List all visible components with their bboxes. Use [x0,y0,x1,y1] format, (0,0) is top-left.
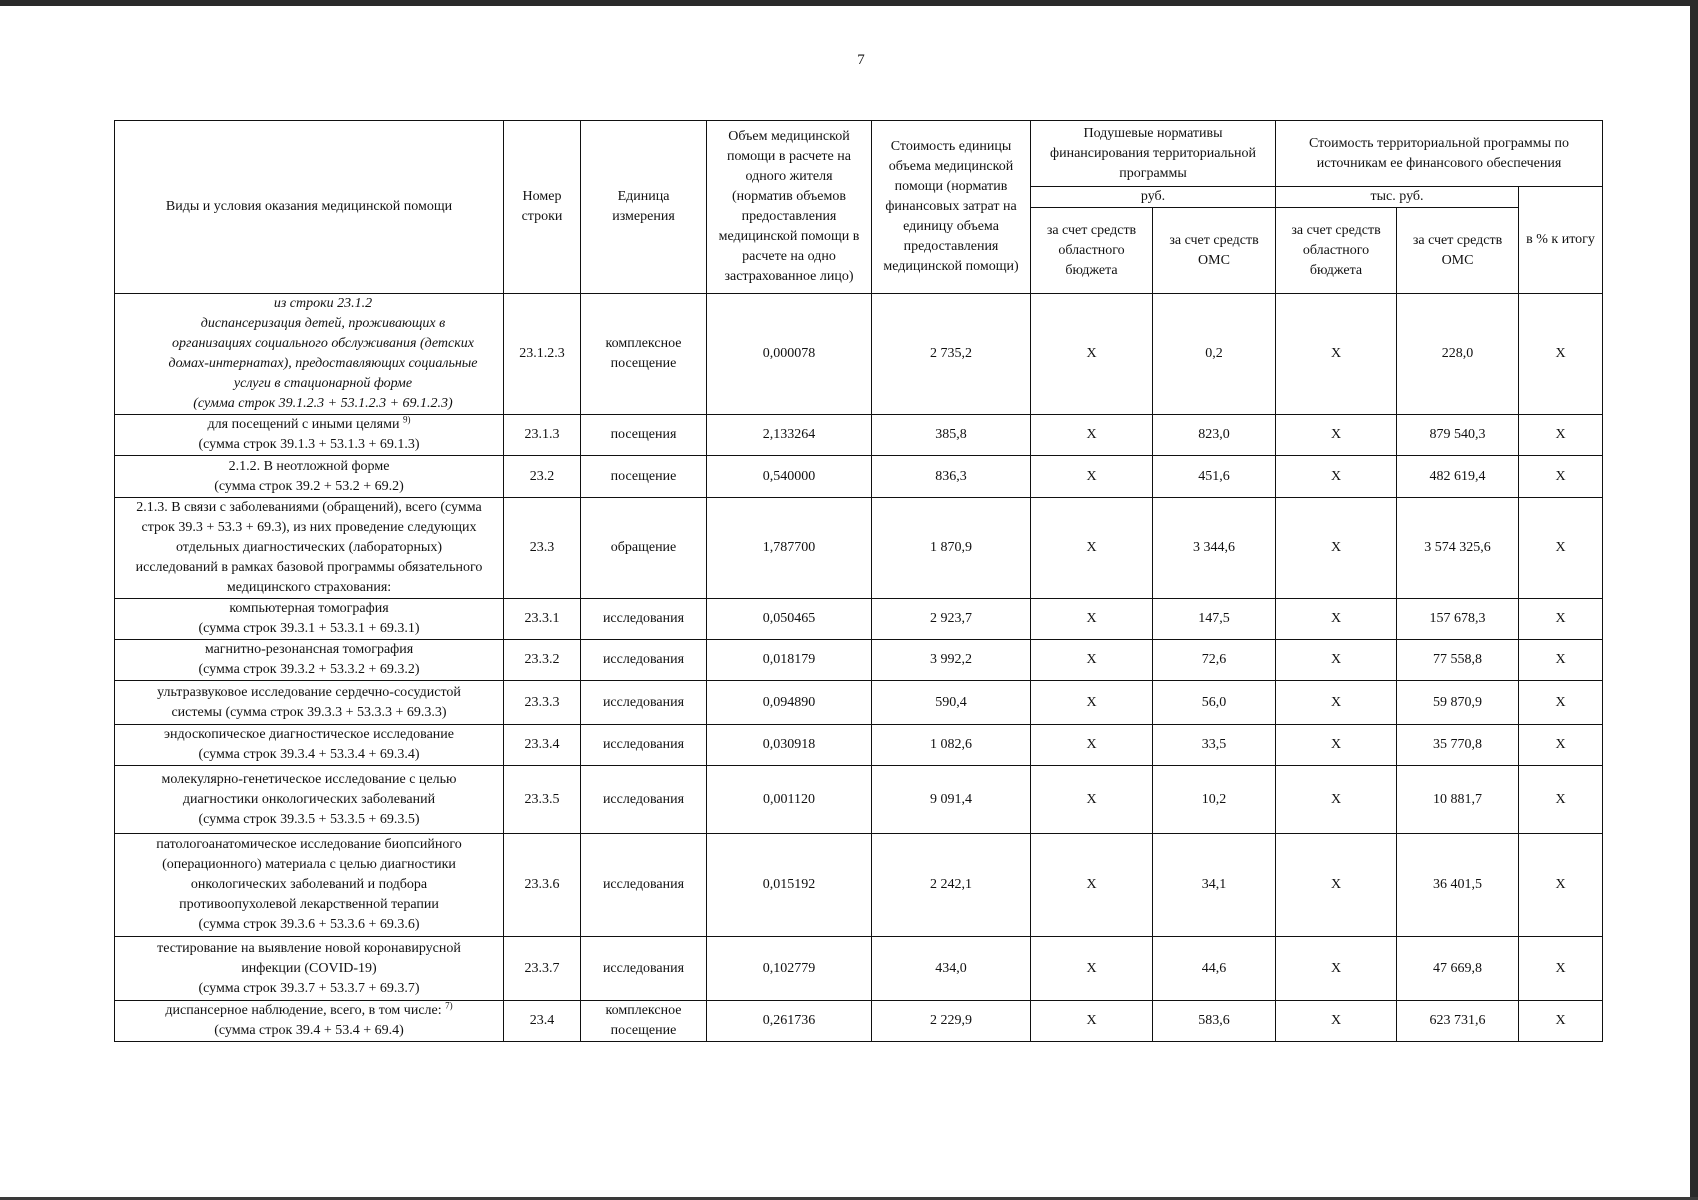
description-line [117,619,501,639]
row-number: 23.1.2.3 [504,294,581,415]
financing-table [114,120,1603,1042]
table-row [115,725,1603,766]
text-line: финансовых затрат на [885,199,1017,214]
row-pc-oms: 0,2 [1153,294,1276,415]
row-pc-oms: 823,0 [1153,415,1276,456]
row-percent: Х [1519,766,1603,834]
text-line: обращение [610,540,677,555]
description-line [145,294,501,314]
row-unit [581,599,707,640]
description-line [117,810,501,830]
description-text: (сумма строк 39.4 + 53.4 + 69.4) [214,1023,404,1038]
row-volume: 0,094890 [707,681,872,725]
description-text: (сумма строк 39.3.5 + 53.3.5 + 69.3.5) [198,811,420,827]
row-pc-oms: 3 344,6 [1153,498,1276,599]
row-pc-oms: 33,5 [1153,725,1276,766]
header-rub: руб. [1031,187,1276,208]
row-tp-oms: 59 870,9 [1397,681,1519,725]
text-line: расчете на одно [742,249,836,264]
text-line: Стоимость территориальной программы по [1309,135,1570,151]
header-thousand-rub: тыс. руб. [1276,187,1519,208]
table-row [115,1001,1603,1042]
row-pc-regional-budget: Х [1031,681,1153,725]
description-line [145,374,501,394]
description-line [117,1021,501,1041]
row-unit-cost: 1 870,9 [872,498,1031,599]
text-line: за счет средств [1169,232,1259,248]
row-tp-regional-budget: Х [1276,294,1397,415]
text-line: исследования [602,611,685,626]
row-tp-regional-budget: Х [1276,415,1397,456]
row-pc-regional-budget: Х [1031,294,1153,415]
description-text: (сумма строк 39.3.1 + 53.3.1 + 69.3.1) [198,621,420,636]
text-line: за счет средств [1046,222,1137,238]
row-percent: Х [1519,498,1603,599]
row-tp-regional-budget: Х [1276,498,1397,599]
row-description [115,1001,504,1042]
header-per-capita [1031,121,1276,187]
row-description [115,294,504,415]
row-unit [581,681,707,725]
row-description [115,681,504,725]
row-unit [581,725,707,766]
row-percent: Х [1519,415,1603,456]
description-text: исследований в рамках базовой программы обязательного [135,560,483,575]
row-unit [581,640,707,681]
description-line [117,477,501,497]
row-unit [581,834,707,937]
text-line: медицинской помощи в [718,229,860,244]
text-line: посещение [610,468,677,484]
row-tp-regional-budget: Х [1276,725,1397,766]
row-number: 23.3.3 [504,681,581,725]
row-unit-cost: 385,8 [872,415,1031,456]
row-number: 23.3.2 [504,640,581,681]
description-text: диспансерное наблюдение, всего, в том числе: [165,1003,442,1018]
description-text: 2.1.3. В связи с заболеваниями (обращений), всего (сумма [136,500,482,515]
row-tp-regional-budget: Х [1276,1001,1397,1042]
table-row [115,456,1603,498]
row-description [115,456,504,498]
text-line: ОМС [1198,252,1230,268]
row-unit-cost: 590,4 [872,681,1031,725]
row-pc-regional-budget: Х [1031,1001,1153,1042]
description-line [117,660,501,680]
table-row [115,937,1603,1001]
description-line [145,334,501,354]
text-line: помощи (норматив [894,179,1008,194]
row-pc-oms: 34,1 [1153,834,1276,937]
description-line [117,725,501,745]
description-line [117,599,501,619]
description-text: услуги в стационарной форме [233,376,413,391]
text-line: (норматив объемов [732,189,846,204]
row-volume: 2,133264 [707,415,872,456]
page-number: 7 [857,52,865,68]
description-text: системы (сумма строк 39.3.3 + 53.3.3 + 69.3.3) [171,704,447,720]
footnote-mark: 7) [445,1000,453,1011]
table-row [115,681,1603,725]
description-line [145,394,501,414]
row-tp-oms: 47 669,8 [1397,937,1519,1001]
description-line [145,314,501,334]
row-tp-oms: 157 678,3 [1397,599,1519,640]
scan-border-right [1690,0,1698,1200]
footnote-mark: 9) [402,414,411,425]
row-number: 23.3 [504,498,581,599]
row-tp-oms: 77 558,8 [1397,640,1519,681]
description-line [117,538,501,558]
description-text: (сумма строк 39.3.6 + 53.3.6 + 69.3.6) [198,917,420,932]
row-pc-oms: 451,6 [1153,456,1276,498]
row-number: 23.3.6 [504,834,581,937]
row-unit-cost: 836,3 [872,456,1031,498]
text-line: исследования [602,960,685,976]
row-volume: 0,000078 [707,294,872,415]
row-pc-regional-budget: Х [1031,599,1153,640]
row-unit-cost: 2 735,2 [872,294,1031,415]
row-tp-regional-budget: Х [1276,937,1397,1001]
row-pc-regional-budget: Х [1031,766,1153,834]
text-line: посещение [610,1023,677,1038]
row-pc-regional-budget: Х [1031,834,1153,937]
row-description [115,415,504,456]
description-line [117,790,501,810]
description-line [145,354,501,374]
row-unit [581,415,707,456]
description-line [117,895,501,915]
row-unit-cost: 434,0 [872,937,1031,1001]
description-text: (сумма строк 39.1.2.3 + 53.1.2.3 + 69.1.2.3) [193,396,453,411]
row-number: 23.3.5 [504,766,581,834]
description-text: (сумма строк 39.3.7 + 53.3.7 + 69.3.7) [198,980,420,996]
row-percent: Х [1519,834,1603,937]
description-text: для посещений с иными целями [207,417,400,432]
row-tp-regional-budget: Х [1276,599,1397,640]
row-percent: Х [1519,640,1603,681]
description-text: (сумма строк 39.3.4 + 53.3.4 + 69.3.4) [198,747,420,762]
row-volume: 0,102779 [707,937,872,1001]
text-line: посещение [610,356,677,371]
row-unit [581,294,707,415]
description-line [117,578,501,598]
description-text: тестирование на выявление новой коронавирусной [157,940,461,956]
row-pc-regional-budget: Х [1031,937,1153,1001]
description-line [117,558,501,578]
text-line: исследования [602,877,685,892]
description-line [117,703,501,723]
row-volume: 0,018179 [707,640,872,681]
row-pc-oms: 44,6 [1153,937,1276,1001]
row-tp-oms: 482 619,4 [1397,456,1519,498]
table-row [115,498,1603,599]
header-pc-oms [1153,208,1276,294]
row-description [115,599,504,640]
row-pc-oms: 72,6 [1153,640,1276,681]
description-text: эндоскопическое диагностическое исследование [164,727,454,742]
text-line: за счет средств [1291,222,1381,238]
table-row [115,766,1603,834]
text-line: медицинской помощи) [883,259,1019,274]
row-percent: Х [1519,681,1603,725]
description-line [117,745,501,765]
row-unit-cost: 2 242,1 [872,834,1031,937]
text-line: областного [1302,242,1370,258]
header-tp-regional-budget [1276,208,1397,294]
row-description [115,834,504,937]
row-number: 23.4 [504,1001,581,1042]
description-text: противоопухолевой лекарственной терапии [179,897,439,912]
row-pc-regional-budget: Х [1031,456,1153,498]
row-tp-oms: 879 540,3 [1397,415,1519,456]
text-line: измерения [612,209,675,224]
row-percent: Х [1519,456,1603,498]
table-row [115,294,1603,415]
header-tp-oms [1397,208,1519,294]
description-line [117,683,501,703]
row-unit-cost: 2 229,9 [872,1001,1031,1042]
table-body [115,294,1603,1042]
row-unit [581,766,707,834]
row-number: 23.3.7 [504,937,581,1001]
row-tp-oms: 10 881,7 [1397,766,1519,834]
row-pc-oms: 147,5 [1153,599,1276,640]
description-line [117,915,501,935]
text-line: Единица [617,189,670,204]
description-text: (сумма строк 39.3.2 + 53.3.2 + 69.3.2) [198,662,420,677]
row-number: 23.1.3 [504,415,581,456]
row-volume: 0,015192 [707,834,872,937]
text-line: помощи в расчете на [727,149,851,164]
scan-border-top [0,0,1698,6]
header-cost-program [1276,121,1603,187]
row-pc-oms: 10,2 [1153,766,1276,834]
description-line [117,959,501,979]
row-tp-regional-budget: Х [1276,834,1397,937]
description-line [117,498,501,518]
row-pc-regional-budget: Х [1031,640,1153,681]
description-line [117,435,501,455]
description-text: отдельных диагностических (лабораторных) [175,540,443,555]
description-text: домах-интернатах), предоставляющих социальные [168,356,478,371]
description-line [117,835,501,855]
description-text: из строки 23.1.2 [273,296,373,311]
description-text: 2.1.2. В неотложной форме [228,458,390,474]
text-line: областного [1058,242,1125,258]
row-description [115,498,504,599]
description-text: медицинского страхования: [226,580,392,595]
row-percent: Х [1519,599,1603,640]
text-line: предоставления [903,239,999,254]
row-pc-oms: 56,0 [1153,681,1276,725]
row-description [115,640,504,681]
text-line: бюджета [1309,262,1363,278]
table-row [115,599,1603,640]
description-text: компьютерная томография [229,601,389,616]
row-unit [581,456,707,498]
row-unit-cost: 1 082,6 [872,725,1031,766]
row-description [115,725,504,766]
table-row [115,415,1603,456]
text-line: программы [1119,165,1187,181]
row-pc-regional-budget: Х [1031,498,1153,599]
description-text: магнитно-резонансная томография [204,642,414,657]
table-row [115,834,1603,937]
description-line [117,875,501,895]
row-tp-oms: 35 770,8 [1397,725,1519,766]
row-tp-oms: 3 574 325,6 [1397,498,1519,599]
row-unit [581,937,707,1001]
text-line: исследования [602,694,685,710]
text-line: комплексное [605,336,682,351]
header-volume [707,121,872,294]
row-percent: Х [1519,294,1603,415]
row-unit-cost: 2 923,7 [872,599,1031,640]
row-percent: Х [1519,725,1603,766]
description-text: (операционного) материала с целью диагностики [162,857,456,872]
description-text: (сумма строк 39.1.3 + 53.1.3 + 69.1.3) [198,437,420,452]
table-row [115,640,1603,681]
description-line [117,770,501,790]
row-unit-cost: 3 992,2 [872,640,1031,681]
text-line: застрахованное лицо) [724,269,854,284]
row-volume: 0,540000 [707,456,872,498]
row-tp-oms: 228,0 [1397,294,1519,415]
description-line [117,939,501,959]
row-unit [581,1001,707,1042]
row-volume: 0,030918 [707,725,872,766]
text-line: единицу объема [903,219,999,234]
text-line: ОМС [1441,252,1474,268]
text-line: исследования [602,791,685,807]
row-volume: 1,787700 [707,498,872,599]
description-text: онкологических заболеваний и подбора [190,877,428,892]
row-pc-oms: 583,6 [1153,1001,1276,1042]
description-line [117,457,501,477]
row-description [115,937,504,1001]
text-line: источникам ее финансового обеспечения [1316,155,1562,171]
description-text: патологоанатомическое исследование биопсийного [156,837,462,852]
row-tp-oms: 623 731,6 [1397,1001,1519,1042]
description-text: строк 39.3 + 53.3 + 69.3), из них проведение следующих [141,520,477,535]
description-line [117,415,501,435]
description-text: диспансеризация детей, проживающих в [200,316,446,331]
row-tp-regional-budget: Х [1276,681,1397,725]
header-unit [581,121,707,294]
description-text: инфекции (COVID-19) [241,960,377,976]
description-line [117,855,501,875]
text-line: бюджета [1065,262,1118,278]
row-volume: 0,050465 [707,599,872,640]
text-line: одного жителя [745,169,833,184]
text-line: Подушевые нормативы [1083,125,1223,141]
description-line [117,640,501,660]
text-line: Объем медицинской [728,129,850,144]
text-line: за счет средств [1412,232,1503,248]
row-pc-regional-budget: Х [1031,415,1153,456]
row-unit-cost: 9 091,4 [872,766,1031,834]
row-tp-regional-budget: Х [1276,766,1397,834]
description-text: ультразвуковое исследование сердечно-сосудистой [157,684,461,700]
row-percent: Х [1519,937,1603,1001]
description-text: организациях социального обслуживания (детских [172,336,474,351]
description-line [117,979,501,999]
description-text: диагностики онкологических заболеваний [182,791,436,807]
header-pc-regional-budget [1031,208,1153,294]
text-line: финансирования территориальной [1050,145,1256,161]
row-number: 23.3.1 [504,599,581,640]
text-line: строки [521,209,563,224]
text-line: Стоимость единицы [890,139,1012,154]
description-text: молекулярно-генетическое исследование с целью [161,771,457,787]
text-line: исследования [602,737,685,752]
row-number: 23.3.4 [504,725,581,766]
row-number: 23.2 [504,456,581,498]
text-line: предоставления [741,209,837,224]
header-unit-cost [872,121,1031,294]
header-description: Виды и условия оказания медицинской помощи [115,121,504,294]
text-line: исследования [602,652,685,667]
text-line: комплексное [605,1003,682,1018]
text-line: Номер [522,189,562,204]
row-volume: 0,261736 [707,1001,872,1042]
text-line: объема медицинской [888,159,1014,174]
row-percent: Х [1519,1001,1603,1042]
header-percent: в % к итогу [1519,187,1603,294]
description-text: (сумма строк 39.2 + 53.2 + 69.2) [214,478,404,494]
row-tp-regional-budget: Х [1276,456,1397,498]
row-unit [581,498,707,599]
description-line [117,518,501,538]
row-pc-regional-budget: Х [1031,725,1153,766]
row-tp-oms: 36 401,5 [1397,834,1519,937]
text-line: посещения [610,427,677,442]
description-line [117,1001,501,1021]
row-tp-regional-budget: Х [1276,640,1397,681]
row-volume: 0,001120 [707,766,872,834]
row-description [115,766,504,834]
header-row-number [504,121,581,294]
